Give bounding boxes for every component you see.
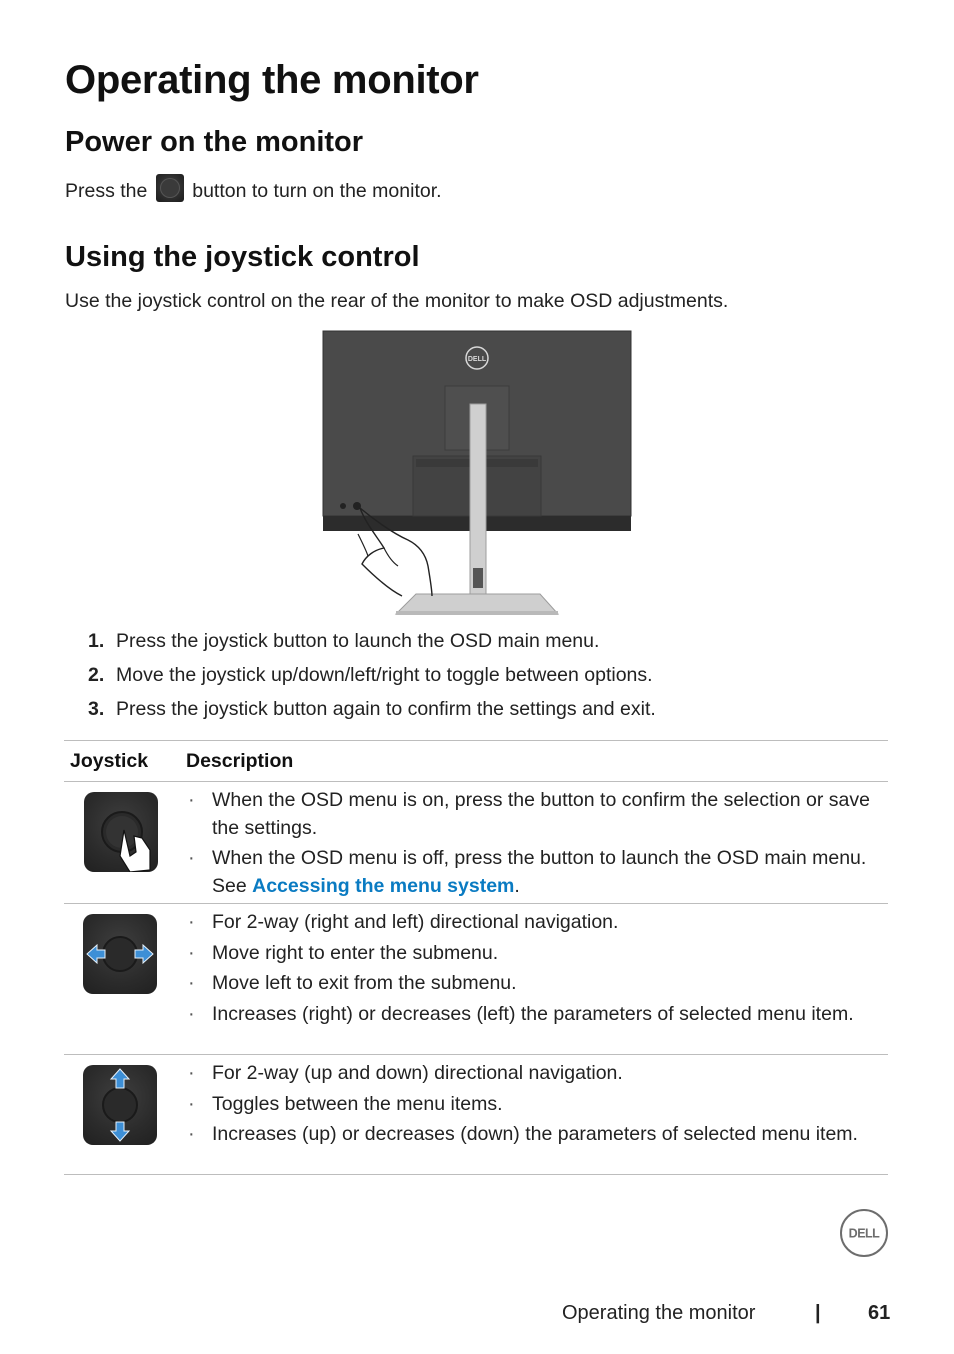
- description-item: · For 2-way (up and down) directional navigation.: [186, 1060, 888, 1088]
- step-item: 2. Move the joystick up/down/left/right to toggle between options.: [88, 664, 653, 686]
- page-number: 61: [868, 1302, 891, 1324]
- description-item: · Move left to exit from the submenu.: [186, 970, 888, 998]
- description-item: · When the OSD menu is on, press the button to confirm the selection or save the settings.: [186, 787, 888, 842]
- table-header-row: [64, 741, 888, 782]
- description-item: · For 2-way (right and left) directional navigation.: [186, 909, 888, 937]
- table-row: [64, 782, 888, 904]
- description-item: · Move right to enter the submenu.: [186, 940, 888, 968]
- joystick-intro: Use the joystick control on the rear of the monitor to make OSD adjustments.: [65, 290, 729, 312]
- joystick-press-icon: [84, 792, 158, 872]
- step-item: 3. Press the joystick button again to confirm the settings and exit.: [88, 698, 656, 720]
- accessing-menu-link[interactable]: Accessing the menu system: [252, 874, 515, 897]
- power-text-before: Press the: [65, 180, 148, 202]
- description-item: · Increases (up) or decreases (down) the parameters of selected menu item.: [186, 1121, 888, 1149]
- power-heading: Power on the monitor: [65, 126, 364, 158]
- header-joystick: Joystick: [64, 741, 186, 782]
- power-text-after: button to turn on the monitor.: [192, 180, 442, 202]
- monitor-rear-illustration: [320, 328, 636, 618]
- joystick-up-down-icon: [83, 1065, 157, 1145]
- power-instruction: [65, 174, 442, 203]
- rear-dell-logo-text: DELL: [467, 356, 487, 363]
- description-item: · Increases (right) or decreases (left) the parameters of selected menu item.: [186, 1001, 888, 1029]
- description-item: · Toggles between the menu items.: [186, 1091, 888, 1119]
- joystick-steps: [88, 627, 656, 729]
- joystick-table: [64, 740, 888, 1175]
- footer-separator: |: [815, 1302, 821, 1324]
- power-button-icon: [156, 174, 184, 202]
- step-item: 1. Press the joystick button to launch the OSD main menu.: [88, 630, 600, 652]
- joystick-left-right-icon: [83, 914, 157, 994]
- table-row: [64, 1055, 888, 1175]
- dell-logo: [838, 1207, 890, 1259]
- page-title: Operating the monitor: [65, 58, 479, 102]
- dell-logo-text: DELL: [848, 1226, 880, 1241]
- description-item: · When the OSD menu is off, press the button to launch the OSD main menu. See Accessing the menu system.: [186, 845, 888, 900]
- footer-section-name: Operating the monitor: [562, 1302, 756, 1324]
- header-description: Description: [186, 741, 888, 782]
- joystick-heading: Using the joystick control: [65, 241, 420, 273]
- table-row: [64, 904, 888, 1055]
